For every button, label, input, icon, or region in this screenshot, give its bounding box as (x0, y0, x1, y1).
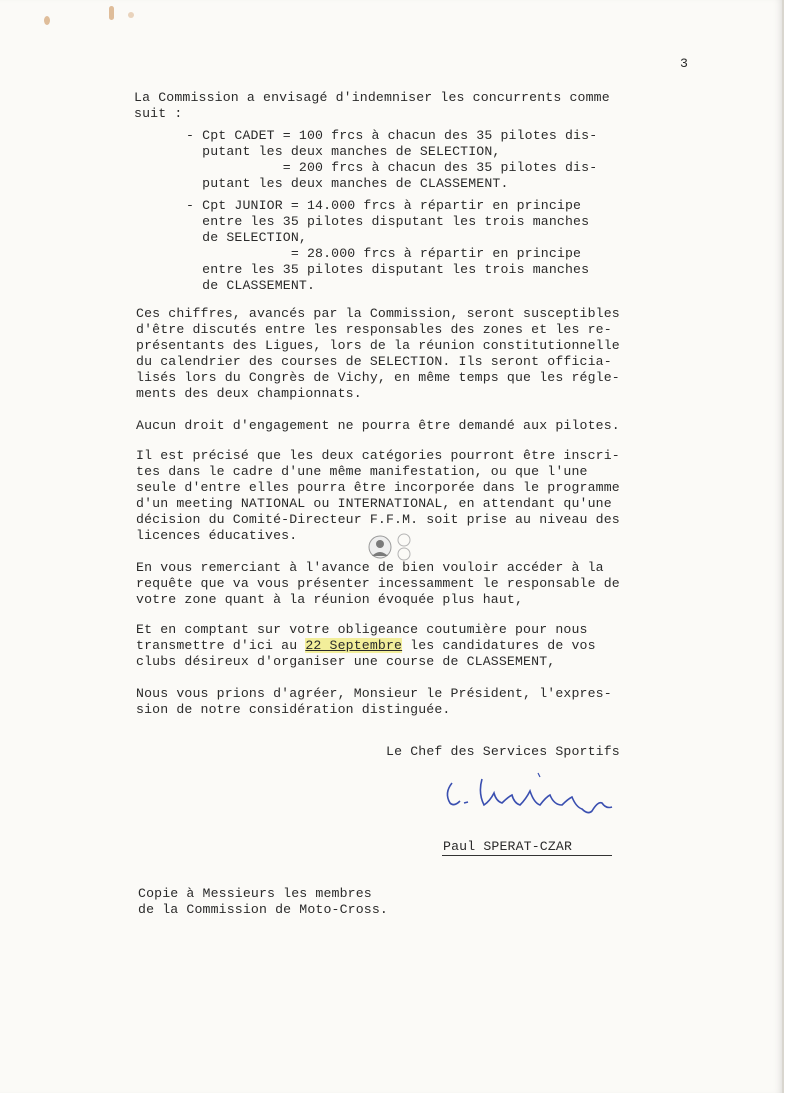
stain-mark (128, 12, 134, 18)
cadet-line: = 200 frcs à chacun des 35 pilotes dis- (186, 160, 598, 175)
junior-line: entre les 35 pilotes disputant les trois manches (186, 214, 590, 229)
paragraph-line: Et en comptant sur votre obligeance coutumière pour nous (136, 622, 588, 637)
cadet-line: putant les deux manches de SELECTION, (186, 144, 501, 159)
paragraph-line: d'être discutés entre les responsables des zones et les re- (136, 322, 612, 337)
cadet-line: putant les deux manches de CLASSEMENT. (186, 176, 509, 191)
handwritten-signature-icon (442, 771, 622, 819)
paragraph-line: ments des deux championnats. (136, 386, 362, 401)
junior-line: de CLASSEMENT. (186, 278, 316, 293)
paragraph-line: décision du Comité-Directeur F.F.M. soit prise au niveau des (136, 512, 620, 527)
paragraph-line: seule d'entre elles pourra être incorporée dans le programme (136, 480, 620, 495)
copy-line: Copie à Messieurs les membres (138, 886, 372, 901)
paragraph-line: Ces chiffres, avancés par la Commission, seront susceptibles (136, 306, 620, 321)
paragraph-line: lisés lors du Congrès de Vichy, en même temps que les régle- (136, 370, 620, 385)
stain-mark (109, 6, 114, 20)
text-segment: les candidatures de vos (402, 638, 596, 653)
paragraph-line: Aucun droit d'engagement ne pourra être demandé aux pilotes. (136, 418, 620, 433)
paragraph-line: clubs désireux d'organiser une course de CLASSEMENT, (136, 654, 556, 669)
stain-mark (44, 16, 50, 25)
paragraph-line (136, 638, 596, 654)
signatory-name: Paul SPERAT-CZAR (443, 839, 573, 854)
archive-stamp-icon (366, 530, 420, 564)
paragraph-line: En vous remerciant à l'avance de bien vouloir accéder à la (136, 560, 604, 575)
name-underline (442, 855, 612, 856)
paragraph-line: sion de notre considération distinguée. (136, 702, 451, 717)
junior-line: entre les 35 pilotes disputant les trois manches (186, 262, 590, 277)
paragraph-line: licences éducatives. (136, 528, 298, 543)
paragraph-line: présentants des Ligues, lors de la réunion constitutionnelle (136, 338, 620, 353)
junior-line: - Cpt JUNIOR = 14.000 frcs à répartir en principe (186, 198, 582, 213)
copy-line: de la Commission de Moto-Cross. (138, 902, 388, 917)
junior-line: de SELECTION, (186, 230, 307, 245)
intro-line: suit : (134, 106, 183, 121)
cadet-line: - Cpt CADET = 100 frcs à chacun des 35 pilotes dis- (186, 128, 598, 143)
paragraph-line: tes dans le cadre d'une même manifestation, ou que l'une (136, 464, 588, 479)
paragraph-line: Nous vous prions d'agréer, Monsieur le Président, l'expres- (136, 686, 612, 701)
text-segment: transmettre d'ici au (136, 638, 306, 653)
intro-line: La Commission a envisagé d'indemniser les concurrents comme (134, 90, 610, 105)
highlighted-date: 22 Septembre (305, 638, 403, 653)
page-number: 3 (680, 56, 689, 71)
paragraph-line: votre zone quant à la réunion évoquée plus haut, (136, 592, 524, 607)
paragraph-line: d'un meeting NATIONAL ou INTERNATIONAL, en attendant qu'une (136, 496, 612, 511)
paragraph-line: Il est précisé que les deux catégories pourront être inscri- (136, 448, 620, 463)
signature-title: Le Chef des Services Sportifs (386, 744, 620, 759)
paragraph-line: du calendrier des courses de SELECTION. Ils seront officia- (136, 354, 612, 369)
junior-line: = 28.000 frcs à répartir en principe (186, 246, 582, 261)
paragraph-line: requête que va vous présenter incessamment le responsable de (136, 576, 620, 591)
